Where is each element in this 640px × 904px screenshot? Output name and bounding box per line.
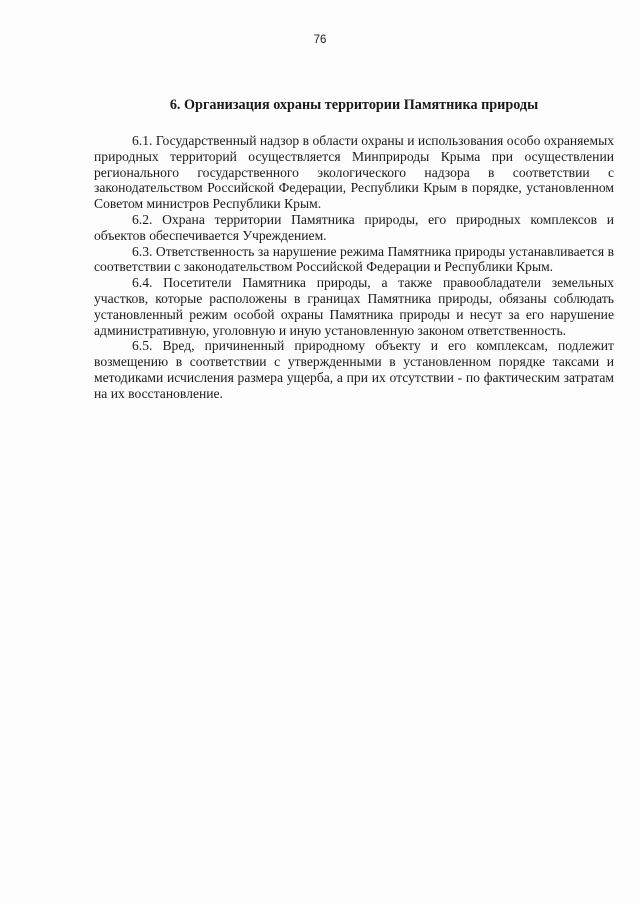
paragraph-6-3: 6.3. Ответственность за нарушение режима Памятника природы устанавливается в соответствии с законодательством Российской Федерации и Республики Крым. bbox=[94, 243, 614, 275]
page-number: 76 bbox=[313, 34, 327, 46]
section-body bbox=[94, 133, 614, 402]
paragraph-6-4: 6.4. Посетители Памятника природы, а также правообладатели земельных участков, которые расположены в границах Памятника природы, обязаны соблюдать установленный режим особой охраны Памятника природы и несут за его нарушение административную, уголовную и иную установленную законом ответственность. bbox=[94, 275, 614, 338]
paragraph-6-1: 6.1. Государственный надзор в области охраны и использования особо охраняемых природных территорий осуществляется Минприроды Крыма при осуществлении регионального государственного экологического надзора в соответствии с законодательством Российской Федерации, Республики Крым в порядке, установленном Советом министров Республики Крым. bbox=[94, 133, 614, 212]
paragraph-6-2: 6.2. Охрана территории Памятника природы, его природных комплексов и объектов обеспечивается Учреждением. bbox=[94, 211, 614, 243]
section-title: 6. Организация охраны территории Памятника природы bbox=[169, 97, 539, 113]
paragraph-6-5: 6.5. Вред, причиненный природному объекту и его комплексам, подлежит возмещению в соответствии с утвержденными в установленном порядке таксами и методиками исчисления размера ущерба, а при их отсутствии - по фактическим затратам на их восстановление. bbox=[94, 338, 614, 401]
